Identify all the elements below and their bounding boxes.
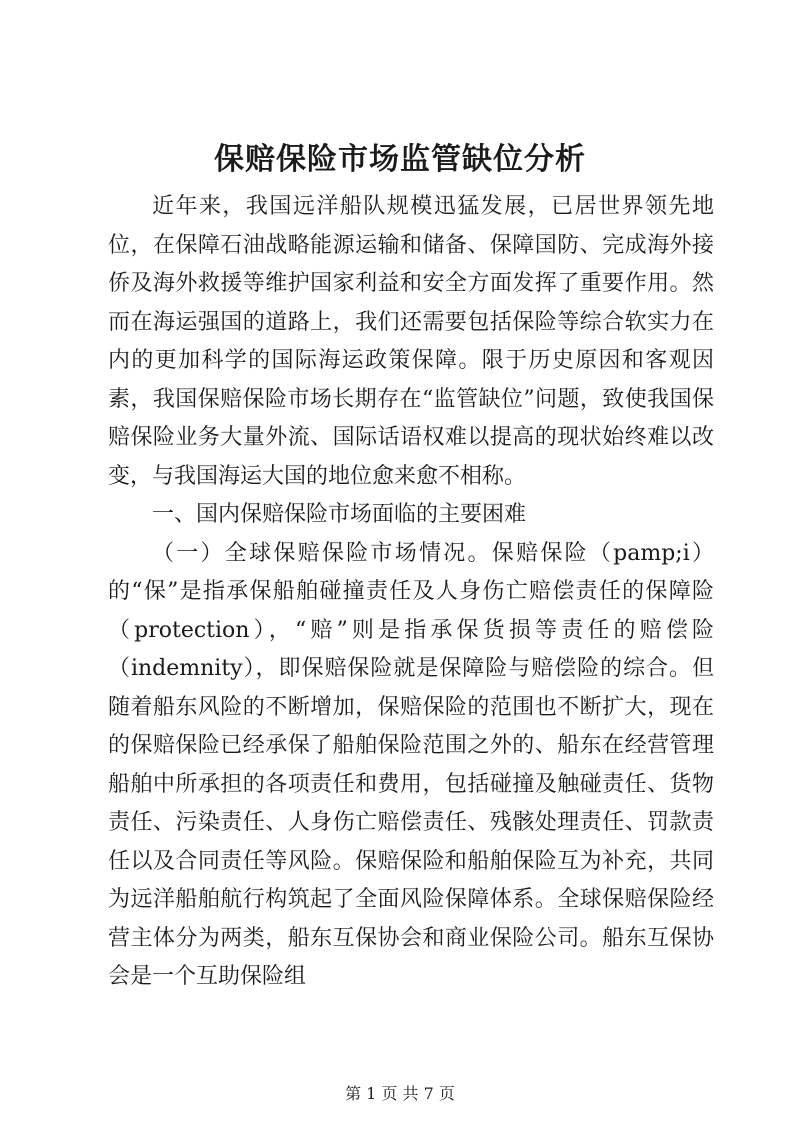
page-footer: 第 1 页 共 7 页: [345, 1084, 455, 1103]
subsection-paragraph: （一）全球保赔保险市场情况。保赔保险（pamp;i）的“保”是指承保船舶碰撞责任及人身伤亡赔偿责任的保障险（protection），“赔”则是指承保货损等责任的赔偿险（indemnity），即保赔保险就是保障险与赔偿险的综合。但随着船东风险的不断增加，保赔保险的范围也不断扩大，现在的保赔保险已经承保了船舶保险范围之外的、船东在经营管理船舶中所承担的各项责任和费用，包括碰撞及触碰责任、货物责任、污染责任、人身伤亡赔偿责任、残骸处理责任、罚款责任以及合同责任等风险。保赔保险和船舶保险互为补充，共同为远洋船舶航行构筑起了全面风险保障体系。全球保赔保险经营主体分为两类，船东互保协会和商业保险公司。船东互保协会是一个互助保险组: [108, 540, 714, 989]
section-heading: 一、国内保赔保险市场面临的主要困难: [152, 502, 527, 527]
document-body: [108, 188, 714, 997]
intro-paragraph: 近年来，我国远洋船队规模迅猛发展，已居世界领先地位，在保障石油战略能源运输和储备、保障国防、完成海外接侨及海外救援等维护国家利益和安全方面发挥了重要作用。然而在海运强国的道路上，我们还需要包括保险等综合软实力在内的更加科学的国际海运政策保障。限于历史原因和客观因素，我国保赔保险市场长期存在“监管缺位”问题，致使我国保赔保险业务大量外流、国际话语权难以提高的现状始终难以改变，与我国海运大国的地位愈来愈不相称。: [108, 194, 714, 489]
document-title: 保赔保险市场监管缺位分析: [214, 142, 586, 177]
